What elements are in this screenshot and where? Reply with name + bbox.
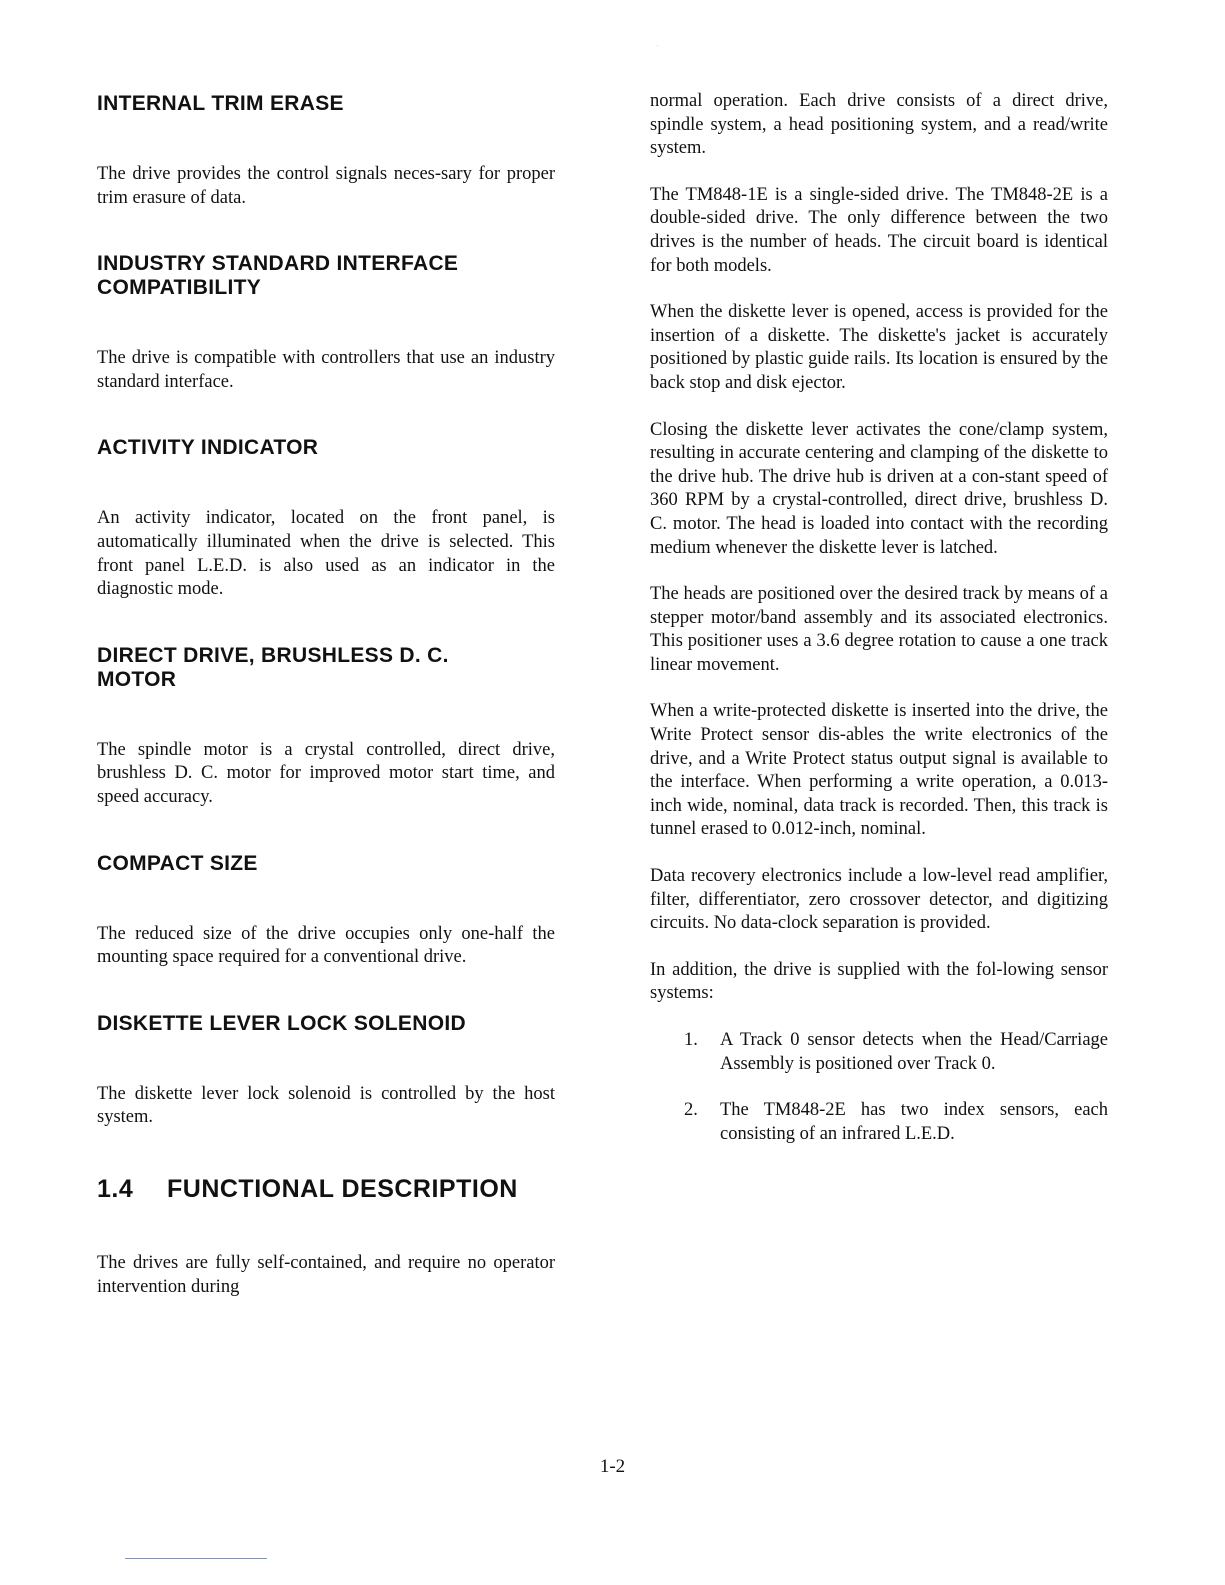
heading-direct-drive-motor <box>97 644 555 692</box>
paragraph-lever-lock-solenoid: The diskette lever lock solenoid is controlled by the host system. <box>97 1083 555 1128</box>
paragraph-internal-trim-erase: The drive provides the control signals neces-sary for proper trim erasure of data. <box>97 164 555 208</box>
paragraph-functional-description: The drives are fully self-contained, and require no operator intervention during <box>97 1252 555 1297</box>
sensor-list <box>650 1029 1108 1146</box>
paragraph-interface-compatibility: The drive is compatible with controllers that use an industry standard interface. <box>97 348 555 392</box>
paragraph-compact-size: The reduced size of the drive occupies only one-half the mounting space required for a conventional drive. <box>97 923 555 968</box>
section-title: FUNCTIONAL DESCRIPTION <box>167 1174 518 1203</box>
scan-underline <box>125 1558 267 1559</box>
scan-speck <box>657 45 658 46</box>
list-item-number: 2. <box>684 1100 698 1121</box>
list-item <box>650 1029 1108 1076</box>
section-number: 1.4 <box>97 1174 134 1203</box>
paragraph-head-positioning: The heads are positioned over the desired track by means of a stepper motor/band assembly and its associated electronics. This positioner uses a 3.6 degree rotation to cause a one track linear movement. <box>650 584 1108 675</box>
paragraph-write-protect: When a write-protected diskette is inserted into the drive, the Write Protect sensor dis-ables the write electronics of the drive, and a Write Protect status output signal is available to the interface. When performing a write operation, a 0.013-inch wide, nominal, data track is recorded. Then, this track is tunnel erased to 0.012-inch, nominal. <box>650 701 1108 840</box>
paragraph-normal-operation: normal operation. Each drive consists of a direct drive, spindle system, a head positioning system, and a read/write system. <box>650 91 1108 159</box>
left-column <box>97 88 555 1299</box>
heading-interface-line1: INDUSTRY STANDARD INTERFACE <box>97 252 459 276</box>
heading-interface-line2: COMPATIBILITY <box>97 276 262 300</box>
paragraph-sensor-systems: In addition, the drive is supplied with the fol-lowing sensor systems: <box>650 959 1108 1004</box>
list-item-text: A Track 0 sensor detects when the Head/Carriage Assembly is positioned over Track 0. <box>720 1030 1108 1074</box>
paragraph-direct-drive-motor: The spindle motor is a crystal controlled, direct drive, brushless D. C. motor for improved motor start time, and speed accuracy. <box>97 739 555 807</box>
heading-internal-trim-erase: INTERNAL TRIM ERASE <box>97 92 344 115</box>
paragraph-data-recovery: Data recovery electronics include a low-level read amplifier, filter, differentiator, zero crossover detector, and digitizing circuits. No data-clock separation is provided. <box>650 866 1108 934</box>
list-item-text: The TM848-2E has two index sensors, each consisting of an infrared L.E.D. <box>720 1100 1108 1144</box>
paragraph-diskette-lever-close: Closing the diskette lever activates the cone/clamp system, resulting in accurate centering and clamping of the diskette to the drive hub. The drive hub is driven at a con-stant speed of 360 RPM by a crystal-controlled, direct drive, brushless D. C. motor. The head is loaded into contact with the recording medium whenever the diskette lever is latched. <box>650 419 1108 558</box>
right-column <box>650 88 1108 1146</box>
heading-activity-indicator: ACTIVITY INDICATOR <box>97 436 319 460</box>
page-number: 1-2 <box>599 1456 626 1477</box>
heading-interface-compatibility <box>97 252 555 300</box>
paragraph-activity-indicator: An activity indicator, located on the front panel, is automatically illuminated when the drive is selected. This front panel L.E.D. is also used as an indicator in the diagnostic mode. <box>97 508 555 600</box>
paragraph-drive-models: The TM848-1E is a single-sided drive. The TM848-2E is a double-sided drive. The only difference between the two drives is the number of heads. The circuit board is identical for both models. <box>650 184 1108 276</box>
heading-lever-lock-solenoid: DISKETTE LEVER LOCK SOLENOID <box>97 1011 466 1035</box>
heading-motor-line1: DIRECT DRIVE, BRUSHLESS D. C. <box>97 643 449 667</box>
heading-compact-size: COMPACT SIZE <box>97 851 258 875</box>
heading-functional-description <box>97 1174 555 1204</box>
heading-motor-line2: MOTOR <box>97 667 177 691</box>
list-item-number: 1. <box>684 1030 698 1050</box>
list-item <box>650 1099 1108 1146</box>
paragraph-diskette-lever-open: When the diskette lever is opened, access is provided for the insertion of a diskette. The diskette's jacket is accurately positioned by plastic guide rails. Its location is ensured by the back stop and disk ejector. <box>650 302 1108 393</box>
